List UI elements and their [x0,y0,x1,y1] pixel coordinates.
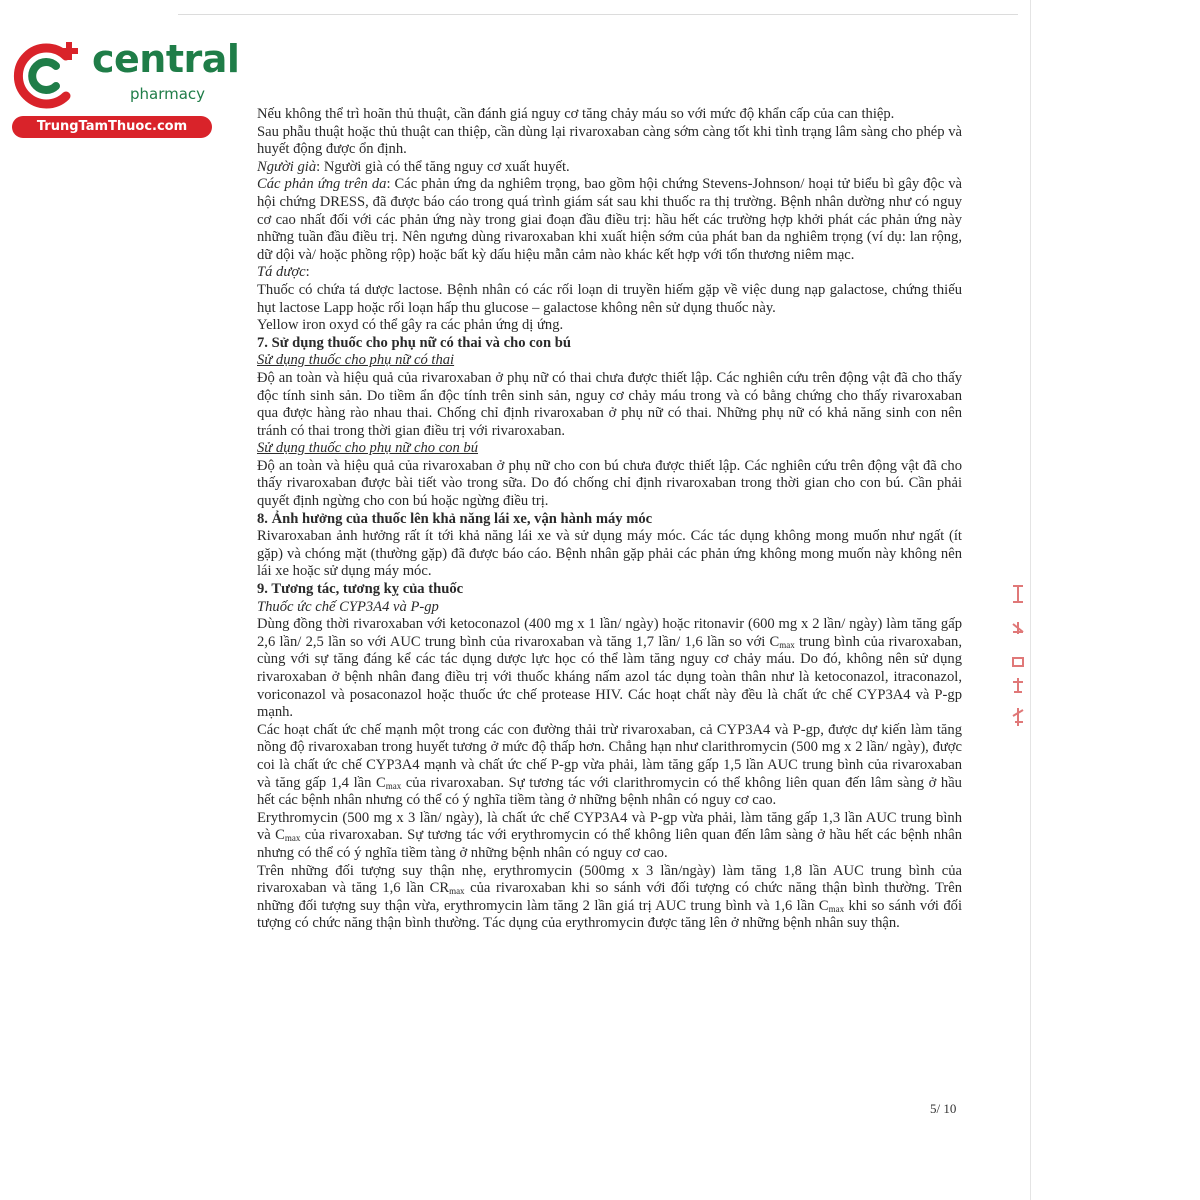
paragraph: Độ an toàn và hiệu quả của rivaroxaban ở phụ nữ cho con bú chưa được thiết lập. Các nghiên cứu trên động vật đã cho thấy rivaroxaban được bài tiết vào trong sữa. Do đó chống chỉ định rivaroxaban trong thời gian cho con bú. Cần phải quyết định ngừng cho con bú hoặc ngừng điều trị. [257,457,962,510]
text-run: Erythromycin (500 mg x 3 lần/ ngày), là chất ức chế CYP3A4 và P-gp vừa phải, làm tăng gấp 1,3 lần AUC trung bình và C [257,809,962,844]
scan-edge [1030,0,1031,1200]
text-run: của rivaroxaban khi so sánh với đối tượng có chức năng thận bình thường. Trên những đối tượng suy thận vừa, erythromycin làm tăng 2 lần giá trị AUC trung bình và 1,6 lần C [257,880,963,914]
text-run: khi so sánh với đối tượng có chức năng thận bình thường. Tác dụng của erythromycin được tăng lên ở những bệnh nhân suy thận. [257,897,962,932]
paragraph [257,810,962,863]
subscript-max: max [449,886,465,897]
subscript-max: max [385,780,402,791]
paragraph [257,722,962,810]
paragraph: Nếu không thể trì hoãn thủ thuật, cần đánh giá nguy cơ tăng chảy máu so với mức độ khẩn cấp của can thiệp. [257,106,895,122]
text-run: Các hoạt chất ức chế mạnh một trong các con đường thải trừ rivaroxaban, cả CYP3A4 và P-gp, được dự kiến làm tăng nồng độ rivaroxaban trong huyết tương ở mức độ thấp hơn. Chẳng hạn như clarithromycin (500 mg x 2 lần/ ngày), được coi là chất ức chế CYP3A4 mạnh và chất ức chế P-gp vừa phải, làm tăng gấp 1,5 lần AUC trung bình của rivaroxaban và tăng gấp 1,4 lần C [257,721,962,791]
paragraph-skin [257,176,962,264]
text-elderly: : Người già có thể tăng nguy cơ xuất huyết. [316,158,570,175]
paragraph [257,616,962,722]
paragraph: Thuốc có chứa tá dược lactose. Bệnh nhân có các rối loạn di truyền hiếm gặp về việc dung nạp galactose, chứng thiếu hụt lactose Lapp hoặc rối loạn hấp thu glucose – galactose không nên sử dụng thuốc này. [257,281,962,316]
subscript-max: max [284,833,301,844]
label-excipient [257,264,962,282]
document-body [257,106,962,933]
subscript-max: max [779,639,795,650]
pharmacy-cross-icon [8,38,92,114]
excipient-title: Tá dược [257,264,306,281]
logo-url-badge[interactable]: TrungTamThuoc.com [12,116,212,138]
approval-stamp-marks [1010,582,1028,742]
paragraph: Độ an toàn và hiệu quả của rivaroxaban ở phụ nữ có thai chưa được thiết lập. Các nghiên cứu trên động vật đã cho thấy độc tính sinh sản. Do tiềm ẩn độc tính trên sinh sản, nguy cơ chảy máu trong và có bằng chứng cho thấy rivaroxaban qua được hàng rào nhau thai. Chống chỉ định rivaroxaban ở phụ nữ có thai. Những phụ nữ có khả năng sinh con nên tránh có thai trong thời gian điều trị với rivaroxaban. [257,369,962,439]
paragraph-elderly [257,159,962,177]
section-heading-8: 8. Ảnh hưởng của thuốc lên khả năng lái xe, vận hành máy móc [257,510,653,527]
logo-subtitle: pharmacy [130,85,206,103]
page-number: 5/ 10 [930,1101,957,1116]
paragraph: Yellow iron oxyd có thể gây ra các phản ứng dị ứng. [257,317,564,334]
label-skin: Các phản ứng trên da [257,176,387,193]
subheading-pregnancy: Sử dụng thuốc cho phụ nữ có thai [257,352,455,369]
subheading-cyp3a4: Thuốc ức chế CYP3A4 và P-gp [257,598,439,615]
text-run: của rivaroxaban. Sự tương tác với erythromycin có thể không liên quan đến lâm sàng ở hầu hết các bệnh nhân nhưng có thể có ý nghĩa tiềm tàng ở những bệnh nhân có nguy cơ cao. [257,827,962,861]
text-run: của rivaroxaban. Sự tương tác với clarithromycin có thể không liên quan đến lâm sàng ở hầu hết các bệnh nhân nhưng có thể có ý nghĩa tiềm tàng ở những bệnh nhân có nguy cơ cao. [257,774,962,809]
subheading-breastfeeding: Sử dụng thuốc cho phụ nữ cho con bú [257,440,479,457]
paragraph: Sau phẫu thuật hoặc thủ thuật can thiệp, cần dùng lại rivaroxaban càng sớm càng tốt khi tình trạng lâm sàng cho phép và huyết động được ổn định. [257,123,962,158]
scan-edge [178,14,1018,15]
text-run: Trên những đối tượng suy thận nhẹ, erythromycin (500mg x 3 lần/ngày) làm tăng 1,8 lần AUC trung bình của rivaroxaban và tăng 1,6 lần CR [257,862,962,897]
label-elderly: Người già [257,158,317,175]
text-skin: : Các phản ứng da nghiêm trọng, bao gồm hội chứng Stevens-Johnson/ hoại tử biểu bì gây độc và hội chứng DRESS, đã được báo cáo trong quá trình giám sát sau khi thuốc ra thị trường. Bệnh nhân dường như có nguy cơ cao nhất đối với các phản ứng này trong giai đoạn đầu điều trị: hầu hết các trường hợp khởi phát các phản ứng này những tuần đầu điều trị. Nên ngưng dùng rivaroxaban khi xuất hiện sớm của phát ban da nghiêm trọng (ví dụ: lan rộng, dữ dội và/ hoặc phồng rộp) hoặc bất kỳ dấu hiệu mẫn cảm nào khác kết hợp với tổn thương niêm mạc. [257,176,962,263]
paragraph: Rivaroxaban ảnh hưởng rất ít tới khả năng lái xe và sử dụng máy móc. Các tác dụng không mong muốn như ngất (ít gặp) và chóng mặt (thường gặp) đã được báo cáo. Bệnh nhân gặp phải các phản ứng không mong muốn này không nên lái xe hoặc sử dụng máy móc. [257,528,962,580]
paragraph [257,863,962,933]
text-run: Dùng đồng thời rivaroxaban với ketoconazol (400 mg x 1 lần/ ngày) hoặc ritonavir (600 mg x 2 lần/ ngày) làm tăng gấp 2,6 lần/ 2,5 lần so với AUC trung bình của rivaroxaban và tăng 1,7 lần/ 1,6 lần so với C [257,616,962,650]
subscript-max: max [828,903,845,914]
excipient-colon: : [305,264,310,281]
text-run: trung bình của rivaroxaban, cùng với sự tăng đáng kể các tác dụng dược lực học có thể làm tăng nguy cơ chảy máu. Do đó, không nên sử dụng rivaroxaban ở bệnh nhân đang điều trị với thuốc kháng nấm azol tác dụng toàn thân như là ketoconazol, itraconazol, voriconazol và posaconazol hoặc thuốc ức chế protease HIV. Các hoạt chất này đều là chất ức chế CYP3A4 và P-gp mạnh. [257,633,963,721]
section-heading-7: 7. Sử dụng thuốc cho phụ nữ có thai và cho con bú [257,334,571,351]
logo-wordmark: central [92,37,240,81]
central-pharmacy-logo[interactable] [8,37,240,138]
section-heading-9: 9. Tương tác, tương kỵ của thuốc [257,581,464,598]
